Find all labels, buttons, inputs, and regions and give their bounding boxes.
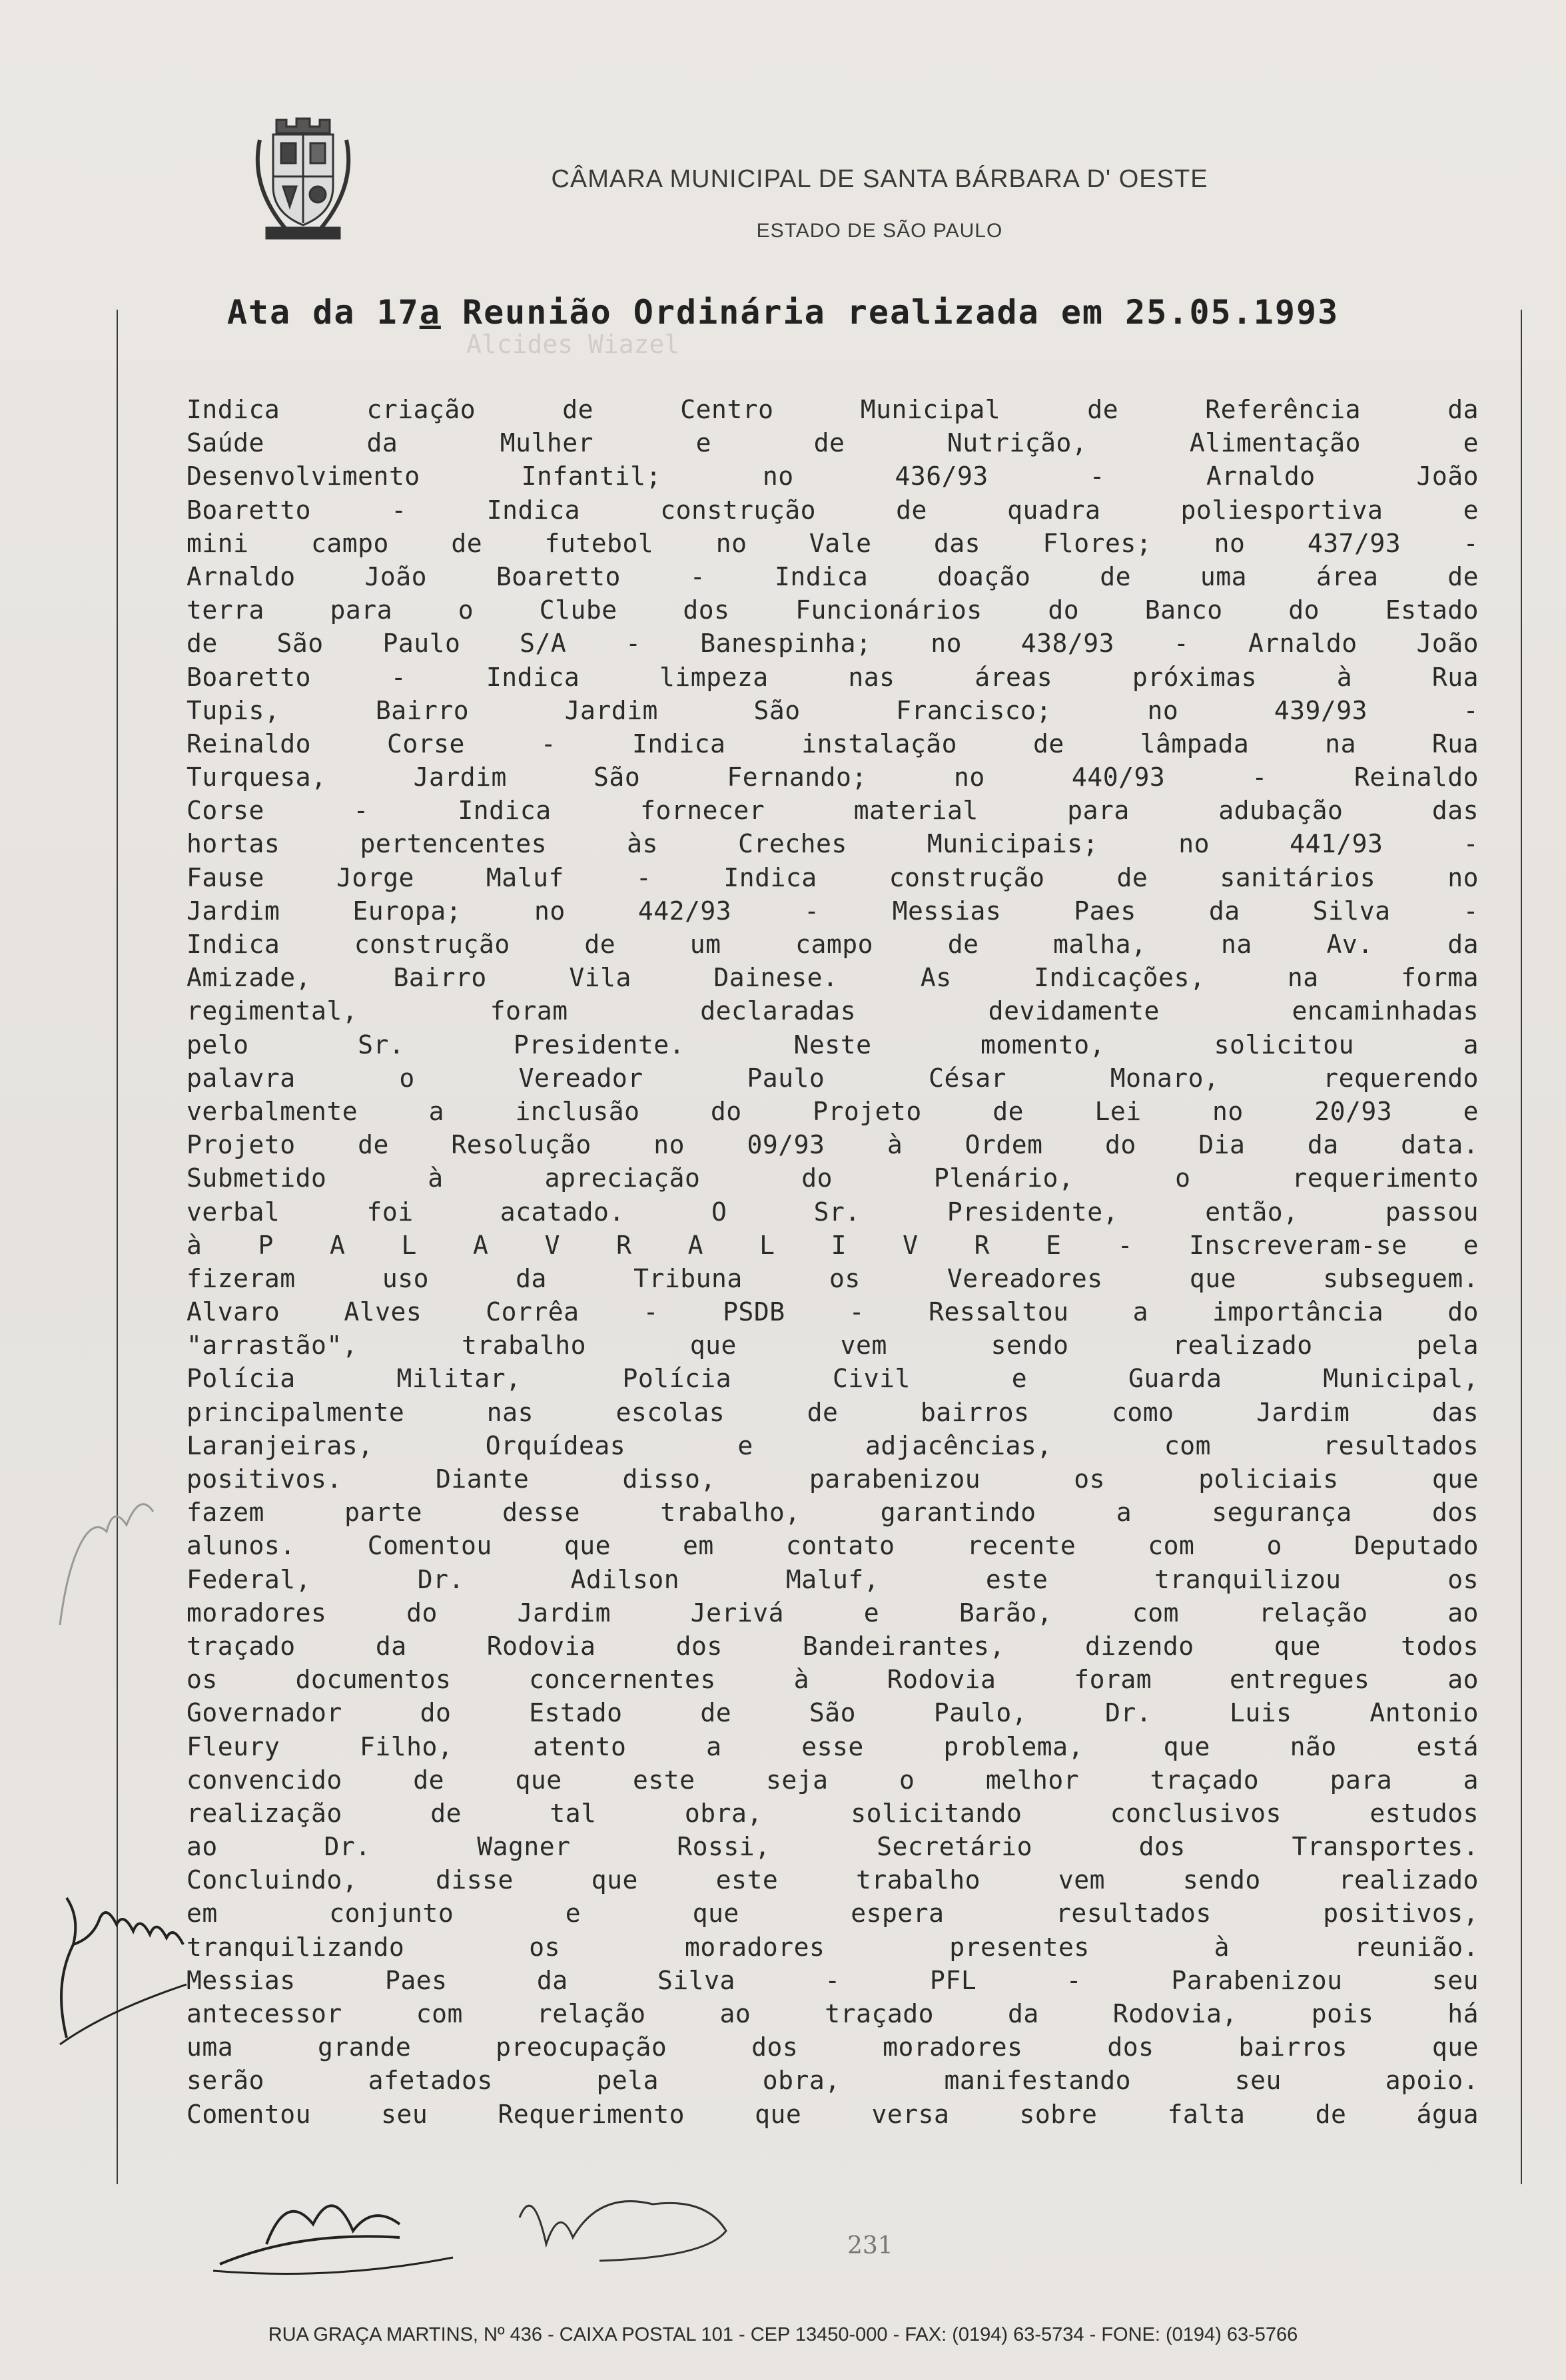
- text-line: em conjunto e que espera resultados positivos,: [187, 1899, 1479, 1929]
- text-line: Comentou seu Requerimento que versa sobre falta de água: [187, 2099, 1479, 2129]
- text-line: terra para o Clube dos Funcionários do Banco do Estado: [187, 595, 1479, 625]
- text-line: verbal foi acatado. O Sr. Presidente, então, passou: [187, 1197, 1479, 1227]
- text-line: Saúde da Mulher e de Nutrição, Alimentação e: [187, 428, 1479, 458]
- text-line: Amizade, Bairro Vila Dainese. As Indicações, na forma: [187, 963, 1479, 993]
- state-name: ESTADO DE SÃO PAULO: [756, 220, 1003, 242]
- text-line: Indica construção de um campo de malha, na Av. da: [187, 930, 1479, 959]
- minutes-body: [187, 393, 1479, 2131]
- text-line: Alvaro Alves Corrêa - PSDB - Ressaltou a importância do: [187, 1297, 1479, 1327]
- text-line: Jardim Europa; no 442/93 - Messias Paes da Silva -: [187, 896, 1479, 926]
- institution-name: CÂMARA MUNICIPAL DE SANTA BÁRBARA D' OESTE: [551, 165, 1208, 193]
- page-number: 231: [847, 2232, 893, 2259]
- title-ordinal: a: [419, 293, 441, 332]
- text-line: palavra o Vereador Paulo César Monaro, requerendo: [187, 1063, 1479, 1093]
- text-line: fizeram uso da Tribuna os Vereadores que subseguem.: [187, 1263, 1479, 1293]
- text-line: traçado da Rodovia dos Bandeirantes, dizendo que todos: [187, 1631, 1479, 1661]
- text-line: moradores do Jardim Jerivá e Barão, com relação ao: [187, 1598, 1479, 1628]
- title-suffix: Reunião Ordinária realizada em 25.05.1993: [440, 293, 1340, 332]
- document-title: [0, 293, 1566, 332]
- text-line: Submetido à apreciação do Plenário, o requerimento: [187, 1163, 1479, 1193]
- bleed-through-text: Alcides Wiazel: [466, 330, 680, 359]
- text-line: Reinaldo Corse - Indica instalação de lâmpada na Rua: [187, 729, 1479, 758]
- text-line: à P A L A V R A L I V R E - Inscreveram-se e: [187, 1230, 1479, 1260]
- text-line: verbalmente a inclusão do Projeto de Lei no 20/93 e: [187, 1096, 1479, 1126]
- right-margin-line: [1521, 310, 1522, 2184]
- text-line: Boaretto - Indica limpeza nas áreas próximas à Rua: [187, 662, 1479, 692]
- text-line: principalmente nas escolas de bairros como Jardim das: [187, 1397, 1479, 1427]
- text-line: fazem parte desse trabalho, garantindo a segurança dos: [187, 1498, 1479, 1528]
- text-line: Projeto de Resolução no 09/93 à Ordem do Dia da data.: [187, 1130, 1479, 1160]
- text-line: Indica criação de Centro Municipal de Referência da: [187, 395, 1479, 424]
- text-line: realização de tal obra, solicitando conclusivos estudos: [187, 1798, 1479, 1828]
- faint-margin-signature: [40, 1465, 173, 1638]
- text-line: positivos. Diante disso, parabenizou os policiais que: [187, 1464, 1479, 1494]
- text-line: convencido de que este seja o melhor traçado para a: [187, 1765, 1479, 1795]
- text-line: Laranjeiras, Orquídeas e adjacências, com resultados: [187, 1430, 1479, 1460]
- text-line: Turquesa, Jardim São Fernando; no 440/93 - Reinaldo: [187, 762, 1479, 792]
- text-line: alunos. Comentou que em contato recente com o Deputado: [187, 1531, 1479, 1561]
- text-line: Desenvolvimento Infantil; no 436/93 - Arnaldo João: [187, 461, 1479, 491]
- text-line: uma grande preocupação dos moradores dos bairros que: [187, 2032, 1479, 2062]
- text-line: Fause Jorge Maluf - Indica construção de sanitários no: [187, 862, 1479, 892]
- text-line: Concluindo, disse que este trabalho vem sendo realizado: [187, 1865, 1479, 1895]
- bottom-signatures: [200, 2164, 799, 2284]
- margin-signature: [27, 1838, 200, 2051]
- text-line: tranquilizando os moradores presentes à reunião.: [187, 1932, 1479, 1962]
- text-line: Corse - Indica fornecer material para adubação das: [187, 796, 1479, 826]
- text-line: serão afetados pela obra, manifestando seu apoio.: [187, 2066, 1479, 2096]
- text-line: Governador do Estado de São Paulo, Dr. Luis Antonio: [187, 1698, 1479, 1728]
- text-line: ao Dr. Wagner Rossi, Secretário dos Transportes.: [187, 1832, 1479, 1862]
- text-line: Boaretto - Indica construção de quadra poliesportiva e: [187, 495, 1479, 525]
- text-line: regimental, foram declaradas devidamente encaminhadas: [187, 996, 1479, 1026]
- text-line: pelo Sr. Presidente. Neste momento, solicitou a: [187, 1030, 1479, 1059]
- text-line: Polícia Militar, Polícia Civil e Guarda Municipal,: [187, 1364, 1479, 1394]
- footer-address: RUA GRAÇA MARTINS, Nº 436 - CAIXA POSTAL 101 - CEP 13450-000 - FAX: (0194) 63-5734 - FONE: (0194) 63-5766: [268, 2324, 1298, 2345]
- text-line: antecessor com relação ao traçado da Rodovia, pois há: [187, 1999, 1479, 2028]
- text-line: "arrastão", trabalho que vem sendo realizado pela: [187, 1331, 1479, 1360]
- title-prefix: Ata da 17: [226, 293, 420, 332]
- text-line: Federal, Dr. Adilson Maluf, este tranquilizou os: [187, 1564, 1479, 1594]
- text-line: de São Paulo S/A - Banespinha; no 438/93 - Arnaldo João: [187, 629, 1479, 659]
- text-line: Messias Paes da Silva - PFL - Parabenizou seu: [187, 1965, 1479, 1995]
- text-line: os documentos concernentes à Rodovia foram entregues ao: [187, 1665, 1479, 1695]
- text-line: mini campo de futebol no Vale das Flores; no 437/93 -: [187, 528, 1479, 558]
- text-line: Fleury Filho, atento a esse problema, que não está: [187, 1731, 1479, 1761]
- text-line: Tupis, Bairro Jardim São Francisco; no 439/93 -: [187, 695, 1479, 725]
- text-line: Arnaldo João Boaretto - Indica doação de uma área de: [187, 561, 1479, 591]
- text-line: hortas pertencentes às Creches Municipais; no 441/93 -: [187, 829, 1479, 859]
